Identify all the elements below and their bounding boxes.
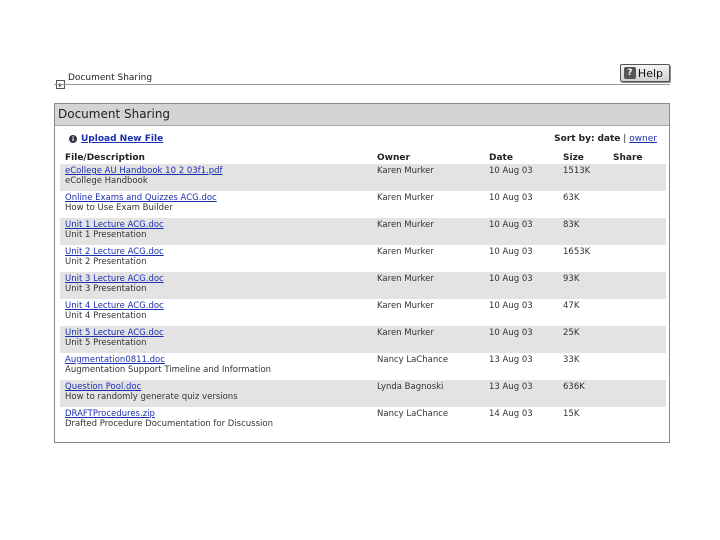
owner-cell: Karen Murker [377,301,434,311]
size-cell: 93K [558,272,608,299]
date-cell: 10 Aug 03 [489,247,533,257]
page-header [54,62,670,86]
file-cell [60,218,372,245]
sort-separator: | [623,134,627,144]
owner-cell: Karen Murker [372,272,484,299]
share-cell [608,272,666,299]
file-cell [60,353,372,380]
share-cell [608,299,666,326]
share-cell [608,326,666,353]
document-sharing-panel [54,103,670,443]
table-row [60,407,666,434]
size-cell: 25K [558,326,608,353]
column-header-share: Share [608,151,666,164]
file-cell [60,407,372,434]
share-cell [608,164,666,191]
file-cell [60,191,372,218]
date-cell: 10 Aug 03 [489,301,533,311]
header-divider [54,84,670,85]
date-cell: 10 Aug 03 [484,164,558,191]
file-cell [60,272,372,299]
file-cell [60,380,372,407]
table-row [60,380,666,407]
file-description: Unit 1 Presentation [65,230,147,240]
sort-control [554,134,657,144]
file-cell [60,326,372,353]
file-link[interactable]: Online Exams and Quizzes ACG.doc [65,193,217,203]
date-cell: 10 Aug 03 [484,272,558,299]
table-row [60,164,666,191]
size-cell: 33K [563,355,580,365]
date-cell: 13 Aug 03 [484,380,558,407]
file-link[interactable]: Unit 5 Lecture ACG.doc [65,328,164,338]
size-cell: 1653K [563,247,591,257]
owner-cell: Lynda Bagnoski [372,380,484,407]
date-cell: 10 Aug 03 [484,218,558,245]
share-cell [608,245,666,272]
table-row [60,218,666,245]
breadcrumb-title[interactable]: Document Sharing [68,73,153,83]
file-link[interactable]: Unit 4 Lecture ACG.doc [65,301,164,311]
file-description: Unit 2 Presentation [65,257,147,267]
upload-new-file-link[interactable]: Upload New File [81,134,164,144]
share-cell [608,218,666,245]
column-header-size: Size [558,151,608,164]
sort-label: Sort by: [554,134,595,144]
owner-cell: Karen Murker [372,164,484,191]
table-row [60,272,666,299]
sort-by-owner-link[interactable]: owner [629,134,657,144]
size-cell: 1513K [558,164,608,191]
date-cell: 10 Aug 03 [489,193,533,203]
file-link[interactable]: Question Pool.doc [65,382,142,392]
table-row [60,353,666,380]
date-cell: 13 Aug 03 [489,355,533,365]
file-link[interactable]: DRAFTProcedures.zip [65,409,155,419]
file-cell [60,245,372,272]
help-label: Help [637,66,663,80]
file-link[interactable]: Augmentation0811.doc [65,355,165,365]
panel-toolbar [55,126,669,146]
help-button[interactable] [620,64,670,82]
file-cell [60,164,372,191]
file-description: Unit 5 Presentation [65,338,147,348]
column-header-owner[interactable]: Owner [372,151,484,164]
info-icon: i [69,135,77,143]
table-row [60,299,666,326]
size-cell: 636K [558,380,608,407]
file-description: How to randomly generate quiz versions [65,392,238,402]
file-description: How to Use Exam Builder [65,203,173,213]
file-description: Unit 3 Presentation [65,284,147,294]
file-cell [60,299,372,326]
table-row [60,245,666,272]
date-cell: 14 Aug 03 [489,409,533,419]
file-description: Unit 4 Presentation [65,311,147,321]
size-cell: 83K [558,218,608,245]
table-row [60,326,666,353]
upload-control [69,134,163,144]
file-link[interactable]: eCollege AU Handbook 10 2 03f1.pdf [65,166,223,176]
size-cell: 47K [563,301,580,311]
date-cell: 10 Aug 03 [484,326,558,353]
panel-title: Document Sharing [55,104,669,126]
documents-table [60,151,666,434]
table-row [60,191,666,218]
owner-cell: Nancy LaChance [377,409,449,419]
table-header-row [60,151,666,164]
size-cell: 63K [563,193,580,203]
owner-cell: Karen Murker [377,247,434,257]
owner-cell: Karen Murker [377,193,434,203]
sort-current: date [597,134,621,144]
owner-cell: Nancy LaChance [377,355,449,365]
file-description: eCollege Handbook [65,176,148,186]
file-link[interactable]: Unit 1 Lecture ACG.doc [65,220,164,230]
share-cell [608,353,666,380]
owner-cell: Karen Murker [372,218,484,245]
file-description: Drafted Procedure Documentation for Discussion [65,419,273,429]
share-cell [608,380,666,407]
file-link[interactable]: Unit 2 Lecture ACG.doc [65,247,164,257]
owner-cell: Karen Murker [372,326,484,353]
file-description: Augmentation Support Timeline and Information [65,365,272,375]
size-cell: 15K [563,409,580,419]
help-question-icon: ? [624,67,636,79]
file-link[interactable]: Unit 3 Lecture ACG.doc [65,274,164,284]
share-cell [608,407,666,434]
column-header-date[interactable]: Date [484,151,558,164]
share-cell [608,191,666,218]
column-header-file: File/Description [60,151,372,164]
